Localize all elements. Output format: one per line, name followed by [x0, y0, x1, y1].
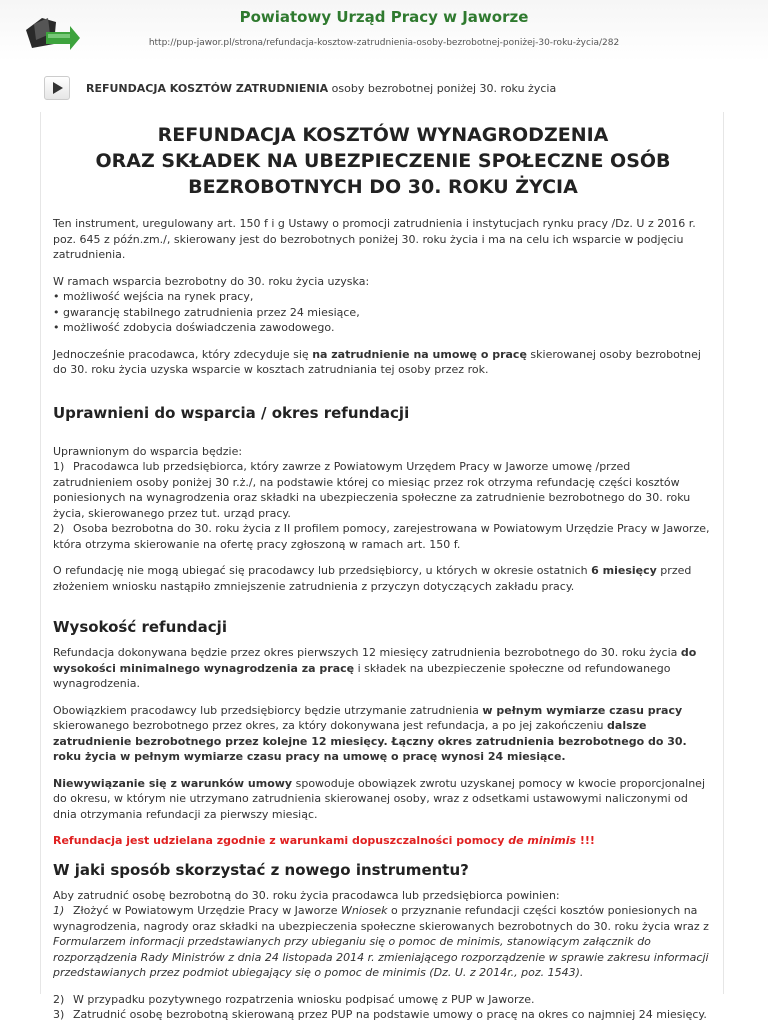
- text-run: Obowiązkiem pracodawcy lub przedsiębiorcy będzie utrzymanie zatrudnienia: [53, 703, 483, 717]
- exclusion-paragraph: [53, 563, 713, 594]
- list-text: Zatrudnić osobę bezrobotną skierowaną przez PUP na podstawie umowy o pracę na okres co najmniej 24 miesięcy.: [73, 1008, 707, 1021]
- breadcrumb-text: [86, 82, 556, 95]
- eligibility-item-2: [53, 521, 713, 552]
- text-run: spowoduje obowiązek zwrotu uzyskanej pomocy w kwocie proporcjonalnej do okresu, w którym nie utrzymano zatrudnienia skierowanej osoby, wraz z odsetkami ustawowymi naliczonymi od dnia otrzymania refundacji za pierwszy miesiąc.: [53, 776, 706, 821]
- how-to-item-3: [53, 1007, 713, 1023]
- text-run: Jednocześnie pracodawca, który zdecyduje się: [53, 347, 313, 361]
- text-run: skierowanego bezrobotnego przez okres, za który dokonywana jest refundacja, a po jej zakończeniu: [53, 719, 608, 732]
- play-arrow-icon: [52, 82, 64, 94]
- title-line: BEZROBOTNYCH DO 30. ROKU ŻYCIA: [188, 176, 578, 198]
- eligibility-lead: Uprawnionym do wsparcia będzie:: [53, 444, 243, 458]
- title-line: REFUNDACJA KOSZTÓW WYNAGRODZENIA: [157, 124, 609, 146]
- section-heading-amount: Wysokość refundacji: [53, 618, 227, 636]
- section-heading-how-to: W jaki sposób skorzystać z nowego instrumentu?: [53, 860, 469, 879]
- list-number: 1): [53, 460, 65, 473]
- text-run-bold: dalsze zatrudnienie bezrobotnego przez kolejne 12 miesięcy. Łączny okres zatrudnienia bezrobotnego do 30. roku życia w pełnym wymiarze czasu pracy na umowę o pracę wynosi 24 miesiące.: [53, 719, 687, 763]
- list-text: W przypadku pozytywnego rozpatrzenia wniosku podpisać umowę z PUP w Jaworze.: [73, 992, 535, 1006]
- text-run: skierowanej osoby bezrobotnej do 30. roku życia uzyska wsparcie w kosztach zatrudniania tej osoby przez rok.: [53, 347, 701, 376]
- list-text: Pracodawca lub przedsiębiorca, który zawrze z Powiatowym Urzędem Pracy w Jaworze umowę /przed zatrudnieniem osoby poniżej 30 r.ż./, na podstawie której co miesiąc przez rok otrzyma refundację części kosztów poniesionych na wynagrodzenia oraz składki na ubezpieczenia społeczne za zatrudnienie bezrobotnego do 30. roku życia, skierowanego przez tut. urząd pracy.: [53, 460, 691, 520]
- text-run: przed złożeniem wniosku nastąpiło zmniejszenie zatrudnienia z przyczyn dotyczących zakładu pracy.: [53, 564, 692, 593]
- support-item: • gwarancję stabilnego zatrudnienia przez 24 miesiące,: [53, 305, 360, 319]
- title-line: ORAZ SKŁADEK NA UBEZPIECZENIE SPOŁECZNE OSÓB: [95, 150, 671, 172]
- breadcrumb-arrow-button[interactable]: [44, 76, 70, 100]
- amount-paragraph-2: [53, 703, 713, 765]
- amount-paragraph-1: [53, 645, 713, 692]
- employer-paragraph: [53, 347, 713, 378]
- text-run: i składek na ubezpieczenie społeczne od refundowanego wynagrodzenia.: [53, 661, 671, 690]
- support-item: • możliwość wejścia na rynek pracy,: [53, 290, 254, 303]
- page-header: [0, 0, 768, 62]
- text-run: Złożyć w Powiatowym Urzędzie Pracy w Jaworze: [73, 904, 341, 917]
- list-number: 1): [53, 904, 65, 917]
- how-to-item-1: [53, 903, 713, 981]
- list-number: 3): [53, 1008, 65, 1021]
- text-run-italic: Wniosek: [340, 904, 388, 917]
- support-lead: W ramach wsparcia bezrobotny do 30. roku życia uzyska:: [53, 274, 370, 288]
- how-to-lead: Aby zatrudnić osobę bezrobotną do 30. roku życia pracodawca lub przedsiębiorca powinien:: [53, 888, 560, 902]
- text-run-bold: Niewywiązanie się z warunków umowy: [53, 776, 293, 790]
- breadcrumb: [44, 76, 744, 102]
- text-run-bold: do wysokości minimalnego wynagrodzenia za pracę: [53, 646, 697, 675]
- section-heading-eligibility: Uprawnieni do wsparcia / okres refundacji: [53, 403, 410, 422]
- list-number: 2): [53, 522, 65, 535]
- text-run-bold: 6 miesięcy: [591, 564, 657, 577]
- text-run: Refundacja dokonywana będzie przez okres pierwszych 12 miesięcy zatrudnienia bezrobotnego do 30. roku życia: [53, 646, 681, 659]
- de-minimis-note: [53, 833, 713, 849]
- amount-paragraph-3: [53, 776, 713, 823]
- eligibility-item-1: [53, 459, 713, 521]
- breadcrumb-bold: REFUNDACJA KOSZTÓW ZATRUDNIENIA: [86, 82, 329, 95]
- text-run-bold: w pełnym wymiarze czasu pracy: [482, 703, 683, 717]
- text-run: Refundacja jest udzielana zgodnie z warunkami dopuszczalności pomocy: [53, 834, 509, 847]
- list-number: 2): [53, 992, 65, 1006]
- breadcrumb-rest: osoby bezrobotnej poniżej 30. roku życia: [328, 82, 557, 95]
- page-title: [53, 122, 713, 200]
- list-text: Osoba bezrobotna do 30. roku życia z II profilem pomocy, zarejestrowana w Powiatowym Urzędzie Pracy w Jaworze, która otrzyma skierowanie na ofertę pracy zgłoszoną w ramach art. 150 f.: [53, 522, 710, 551]
- site-title[interactable]: Powiatowy Urząd Pracy w Jaworze: [239, 8, 529, 26]
- support-block: [53, 274, 713, 336]
- support-item: • możliwość zdobycia doświadczenia zawodowego.: [53, 321, 335, 334]
- text-run: !!!: [576, 834, 595, 847]
- text-run: O refundację nie mogą ubiegać się pracodawcy lub przedsiębiorcy, u których w okresie ostatnich: [53, 564, 592, 577]
- text-run-bold: na zatrudnienie na umowę o pracę: [312, 347, 527, 361]
- text-run: o przyznanie refundacji części kosztów poniesionych na wynagrodzenia, nagrody oraz składki na ubezpieczenia społeczne skierowanych bezrobotnych do 30. roku życia wraz z: [53, 904, 709, 933]
- text-run-italic: de minimis: [508, 834, 577, 847]
- article: [40, 112, 724, 1021]
- intro-paragraph: Ten instrument, uregulowany art. 150 f i g Ustawy o promocji zatrudnienia i instytucjach rynku pracy /Dz. U z 2016 r. poz. 645 z późn.zm./, skierowany jest do bezrobotnych poniżej 30. roku życia i ma na celu ich wsparcie w podjęciu zatrudnienia.: [53, 217, 696, 261]
- page-url[interactable]: http://pup-jawor.pl/strona/refundacja-kosztow-zatrudnienia-osoby-bezrobotnej-poniżej-30-roku-życia/282: [148, 38, 620, 48]
- text-run-italic: Formularzem informacji przedstawianych przy ubieganiu się o pomoc de minimis, stanowiącym załącznik do rozporządzenia Rady Ministrów z dnia 24 listopada 2014 r. zmieniającego rozporządzenie w sprawie zakresu informacji przedstawianych przez podmiot ubiegający się o pomoc de minimis (Dz. U. z 2014r., poz. 1543).: [53, 935, 709, 979]
